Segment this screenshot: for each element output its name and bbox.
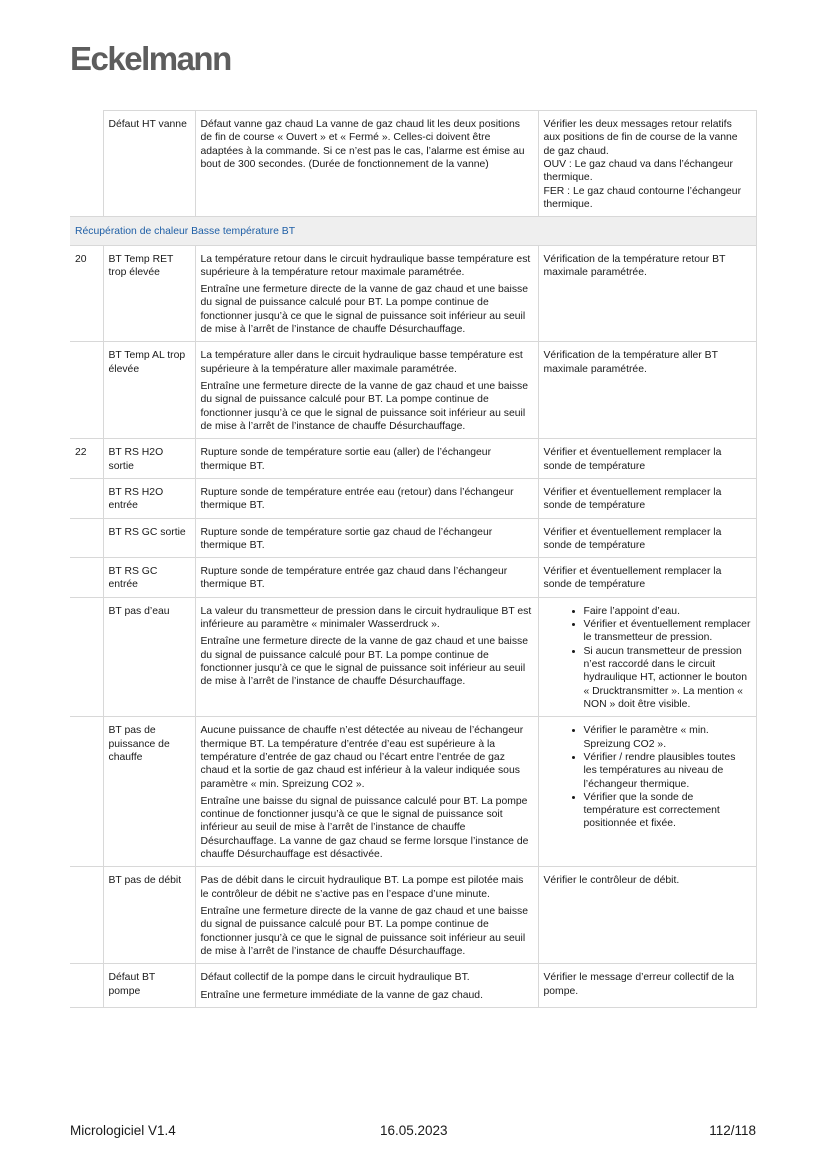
alarm-row	[70, 558, 756, 598]
alarm-number	[70, 111, 103, 217]
section-title: Récupération de chaleur Basse température BT	[70, 217, 756, 245]
description-paragraph: Défaut collectif de la pompe dans le circuit hydraulique BT.	[200, 972, 470, 984]
description-paragraph: Défaut vanne gaz chaud La vanne de gaz chaud lit les deux positions de fin de course « Ouvert » et « Fermé ». Celles-ci doivent être adaptées à la commande. Si ce n’est pas le cas, l’alarme est émise au bout de 300 secondes. (Durée de fonctionnement de la vanne)	[200, 119, 525, 170]
alarm-table	[70, 110, 757, 1008]
remedy-list-item: • Si aucun transmetteur de pression n’est raccordé dans le circuit hydraulique HT, actionner le bouton « Drucktransmitter ». La mention « NON » doit être visible.	[584, 645, 751, 712]
alarm-number	[70, 717, 103, 867]
alarm-row	[70, 717, 756, 867]
remedy-line: OUV : Le gaz chaud va dans l’échangeur thermique.	[543, 158, 733, 184]
alarm-name: BT RS H2O sortie	[103, 439, 195, 479]
alarm-number	[70, 478, 103, 518]
remedy-list-item: • Faire l’appoint d’eau.	[584, 605, 751, 618]
description-paragraph: Rupture sonde de température entrée gaz chaud dans l’échangeur thermique BT.	[200, 566, 508, 591]
alarm-description	[195, 717, 538, 867]
alarm-description	[195, 558, 538, 598]
remedy-list-item: • Vérifier et éventuellement remplacer le transmetteur de pression.	[584, 618, 751, 645]
alarm-remedy	[538, 558, 756, 598]
alarm-description	[195, 245, 538, 342]
description-paragraph: La température retour dans le circuit hydraulique basse température est supérieure à la température retour maximale paramétrée.	[200, 253, 531, 278]
alarm-name: BT pas d’eau	[103, 597, 195, 717]
alarm-name: BT RS GC sortie	[103, 518, 195, 558]
alarm-name: BT RS GC entrée	[103, 558, 195, 598]
remedy-line: FER : Le gaz chaud contourne l’échangeur thermique.	[543, 185, 742, 210]
alarm-number	[70, 597, 103, 717]
alarm-description	[195, 439, 538, 479]
alarm-remedy	[538, 964, 756, 1008]
alarm-number: 20	[70, 245, 103, 342]
alarm-remedy	[538, 439, 756, 479]
remedy-list	[544, 605, 751, 712]
description-paragraph: Entraîne une fermeture immédiate de la vanne de gaz chaud.	[200, 989, 483, 1001]
alarm-number: 22	[70, 439, 103, 479]
alarm-remedy	[538, 342, 756, 439]
alarm-number	[70, 342, 103, 439]
remedy-line: Vérifier les deux messages retour relatifs aux positions de fin de course de la vanne de gaz chaud.	[543, 119, 738, 157]
alarm-row	[70, 867, 756, 964]
alarm-description	[195, 518, 538, 558]
description-paragraph: Entraîne une fermeture directe de la vanne de gaz chaud et une baisse du signal de puissance calculé pour BT. La pompe continue de fonctionner jusqu’à ce que le signal de puissance soit inférieur au seuil de mise à l’arrêt de l’instance de chauffe Désurchauffage.	[200, 906, 529, 957]
alarm-description	[195, 597, 538, 717]
alarm-name: BT RS H2O entrée	[103, 478, 195, 518]
remedy-list-item: • Vérifier le paramètre « min. Spreizung CO2 ».	[584, 724, 751, 751]
alarm-name: Défaut BT pompe	[103, 964, 195, 1008]
alarm-name: Défaut HT vanne	[103, 111, 195, 217]
description-paragraph: La température aller dans le circuit hydraulique basse température est supérieure à la température aller maximale paramétrée.	[200, 350, 523, 375]
alarm-description	[195, 342, 538, 439]
alarm-description	[195, 478, 538, 518]
remedy-line: Vérification de la température retour BT maximale paramétrée.	[543, 253, 726, 278]
alarm-name: BT Temp AL trop élevée	[103, 342, 195, 439]
footer-page-number: 112/118	[709, 1123, 756, 1138]
alarm-row	[70, 478, 756, 518]
alarm-row	[70, 597, 756, 717]
description-paragraph: Aucune puissance de chauffe n’est détectée au niveau de l’échangeur thermique BT. La température d’entrée d’eau est supérieure à la température d’entrée de gaz chaud ou l’écart entre l’entrée de gaz chaud et la sortie de gaz chaud est inférieur à la valeur indiquée sous paramètre « min. Spreizung CO2 ».	[200, 725, 524, 790]
remedy-line: Vérifier le message d’erreur collectif de la pompe.	[543, 972, 735, 997]
remedy-line: Vérifier et éventuellement remplacer la sonde de température	[543, 526, 722, 551]
description-paragraph: Rupture sonde de température sortie eau (aller) de l’échangeur thermique BT.	[200, 447, 492, 472]
alarm-remedy	[538, 597, 756, 717]
alarm-number	[70, 964, 103, 1008]
alarm-number	[70, 558, 103, 598]
description-paragraph: Rupture sonde de température entrée eau (retour) dans l’échangeur thermique BT.	[200, 486, 514, 512]
alarm-number	[70, 518, 103, 558]
remedy-list-item: • Vérifier que la sonde de température est correctement positionnée et fixée.	[584, 791, 751, 831]
alarm-row	[70, 111, 756, 217]
footer-version: Micrologiciel V1.4	[70, 1123, 176, 1138]
alarm-row	[70, 964, 756, 1008]
alarm-name: BT pas de puissance de chauffe	[103, 717, 195, 867]
brand-logo: Eckelmann	[70, 40, 231, 77]
alarm-number	[70, 867, 103, 964]
alarm-row	[70, 439, 756, 479]
alarm-remedy	[538, 111, 756, 217]
remedy-line: Vérification de la température aller BT maximale paramétrée.	[543, 350, 718, 375]
remedy-line: Vérifier et éventuellement remplacer la sonde de température	[543, 566, 722, 591]
description-paragraph: Entraîne une baisse du signal de puissance calculé pour BT. La pompe continue de fonctionner jusqu’à ce que le signal de puissance soit inférieur au seuil de mise à l’arrêt de l’instance de chauffe Désurchauffage. La vanne de gaz chaud se ferme lorsque l’instance de chauffe Désurchauffage est désactivée.	[200, 795, 529, 861]
footer-date: 16.05.2023	[380, 1123, 448, 1138]
alarm-remedy	[538, 717, 756, 867]
alarm-name: BT Temp RET trop élevée	[103, 245, 195, 342]
description-paragraph: Entraîne une fermeture directe de la vanne de gaz chaud et une baisse du signal de puissance calculé pour BT. La pompe continue de fonctionner jusqu’à ce que le signal de puissance soit inférieur au seuil de mise à l’arrêt de l’instance de chauffe Désurchauffage.	[200, 381, 529, 432]
description-paragraph: Entraîne une fermeture directe de la vanne de gaz chaud et une baisse du signal de puissance calculé pour BT. La pompe continue de fonctionner jusqu’à ce que le signal de puissance soit inférieur au seuil de mise à l’arrêt de l’instance de chauffe Désurchauffage.	[200, 636, 529, 688]
alarm-description	[195, 867, 538, 964]
alarm-remedy	[538, 478, 756, 518]
alarm-row	[70, 342, 756, 439]
section-header-row	[70, 217, 756, 245]
alarm-remedy	[538, 518, 756, 558]
alarm-row	[70, 518, 756, 558]
remedy-list	[544, 724, 751, 831]
alarm-remedy	[538, 245, 756, 342]
description-paragraph: Rupture sonde de température sortie gaz chaud de l’échangeur thermique BT.	[200, 526, 493, 551]
description-paragraph: Pas de débit dans le circuit hydraulique BT. La pompe est pilotée mais le contrôleur de débit ne s’active pas en l’espace d’une minute.	[200, 875, 524, 900]
alarm-name: BT pas de débit	[103, 867, 195, 964]
alarm-description	[195, 964, 538, 1008]
remedy-line: Vérifier et éventuellement remplacer la sonde de température	[543, 447, 722, 472]
alarm-remedy	[538, 867, 756, 964]
remedy-line: Vérifier et éventuellement remplacer la sonde de température	[543, 486, 722, 512]
alarm-row	[70, 245, 756, 342]
remedy-line: Vérifier le contrôleur de débit.	[543, 875, 680, 887]
remedy-list-item: • Vérifier / rendre plausibles toutes les températures au niveau de l’échangeur thermique.	[584, 751, 751, 791]
alarm-description	[195, 111, 538, 217]
description-paragraph: La valeur du transmetteur de pression dans le circuit hydraulique BT est inférieure au paramètre « minimaler Wasserdruck ».	[200, 605, 532, 631]
description-paragraph: Entraîne une fermeture directe de la vanne de gaz chaud et une baisse du signal de puissance calculé pour BT. La pompe continue de fonctionner jusqu’à ce que le signal de puissance soit inférieur au seuil de mise à l’arrêt de l’instance de chauffe Désurchauffage.	[200, 284, 529, 336]
